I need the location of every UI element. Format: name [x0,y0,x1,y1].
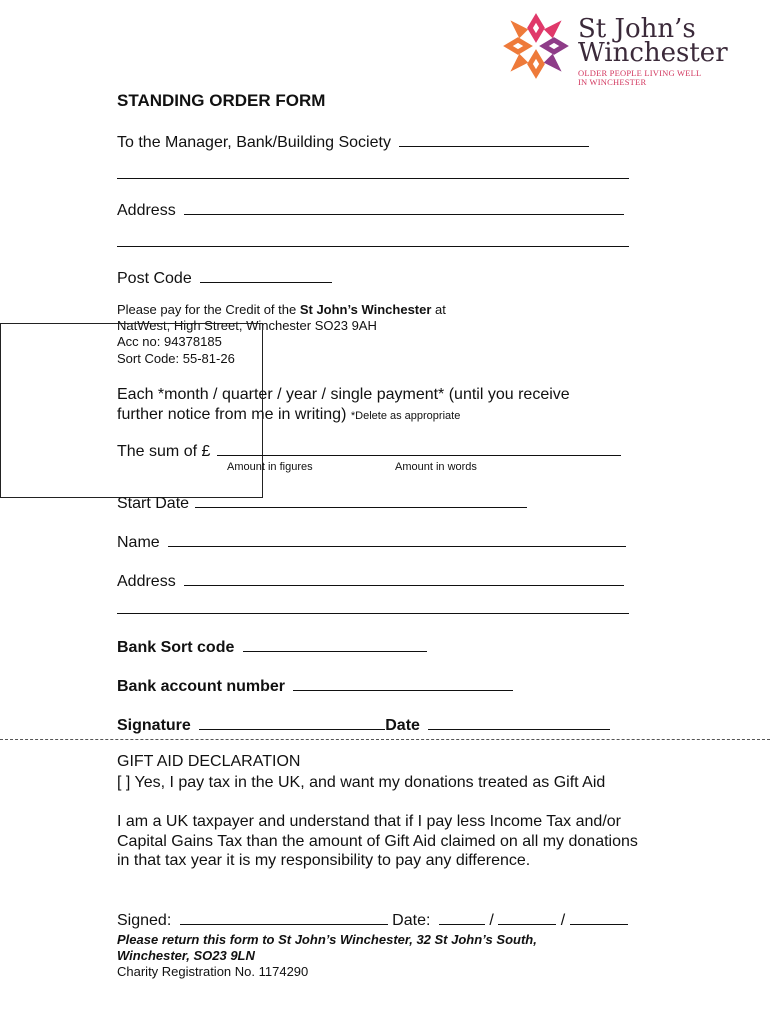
bank-sort-field[interactable] [243,637,427,652]
account-number: Acc no: 94378185 [117,334,222,349]
frequency-line2 [117,406,460,424]
postcode-field[interactable] [200,268,332,283]
bank-sort-row [117,637,427,657]
bank-account-field[interactable] [293,676,513,691]
gift-aid-signed-row [117,910,628,930]
bank-address-row [117,200,624,220]
bank-account-row [117,676,513,696]
bank-name-field[interactable] [399,132,589,147]
gift-aid-statement: I am a UK taxpayer and understand that if I pay less Income Tax and/or Capital Gains Tax than the amount of Gift Aid claimed on all my donations in that tax year it is my responsibility to pay any difference. [117,813,638,869]
date-field[interactable] [428,715,610,730]
to-manager-row [117,132,589,152]
postcode-row [117,268,332,288]
signed-label: Signed: [117,912,172,929]
bank-name-field-line2[interactable] [117,178,629,179]
gift-date-year[interactable] [570,910,628,925]
bank-address-field-line2[interactable] [117,246,629,247]
logo-tagline-1: OLDER PEOPLE LIVING WELL [578,68,702,78]
return-line2: Winchester, SO23 9LN [117,948,255,963]
bank-branch: NatWest, High Street, Winchester SO23 9AH [117,318,377,333]
date-label: Date [385,717,420,734]
name-row [117,532,626,552]
donor-address-field-line2[interactable] [117,613,629,614]
sum-field[interactable] [217,441,621,456]
signature-field[interactable] [199,715,385,730]
frequency-line1: Each *month / quarter / year / single payment* (until you receive [117,386,570,403]
name-field[interactable] [168,532,626,547]
donor-address-label: Address [117,573,176,590]
gift-aid-yes[interactable]: [ ] Yes, I pay tax in the UK, and want my donations treated as Gift Aid [117,774,606,791]
gift-aid-heading: GIFT AID DECLARATION [117,753,301,770]
delete-note: *Delete as appropriate [350,410,461,422]
sum-label: The sum of £ [117,443,211,460]
donor-address-field[interactable] [184,571,624,586]
to-manager-label: To the Manager, Bank/Building Society [117,134,391,151]
name-label: Name [117,534,160,551]
logo-title-line2: Winchester [578,38,728,68]
logo-tagline-2: IN WINCHESTER [578,77,647,87]
logo [502,12,742,88]
start-date-label: Start Date [117,495,190,512]
pay-instruction-line1 [117,302,446,317]
charity-registration: Charity Registration No. 1174290 [117,964,309,979]
signed-field[interactable] [180,910,388,925]
gift-date-month[interactable] [498,910,556,925]
donor-address-row [117,571,624,591]
pay-line1-pre: Please pay for the Credit of the [117,302,300,317]
gift-date-day[interactable] [439,910,485,925]
amount-figures-caption: Amount in figures [227,461,313,473]
gift-date-label: Date: [392,912,431,929]
signature-label: Signature [117,717,191,734]
date-sep-2: / [560,912,566,929]
bank-account-label: Bank account number [117,678,286,695]
postcode-label: Post Code [117,270,192,287]
pay-line1-post: at [431,302,446,317]
sort-code: Sort Code: 55-81-26 [117,351,235,366]
logo-mark-icon [502,12,570,80]
logo-title-line1: St John’s [578,14,696,44]
charity-name: St John’s Winchester [299,302,432,317]
form-title: STANDING ORDER FORM [117,91,326,110]
start-date-field[interactable] [195,493,527,508]
signature-row [117,715,610,735]
start-date-row [117,493,527,513]
bank-address-label: Address [117,202,176,219]
return-line1: Please return this form to St John’s Winchester, 32 St John’s South, [117,932,537,947]
cut-line [0,739,770,740]
sum-row [117,441,621,461]
frequency-line2-text: further notice from me in writing) [117,406,351,423]
date-sep-1: / [489,912,494,929]
bank-address-field[interactable] [184,200,624,215]
bank-sort-label: Bank Sort code [117,639,235,656]
amount-words-caption: Amount in words [395,461,477,473]
